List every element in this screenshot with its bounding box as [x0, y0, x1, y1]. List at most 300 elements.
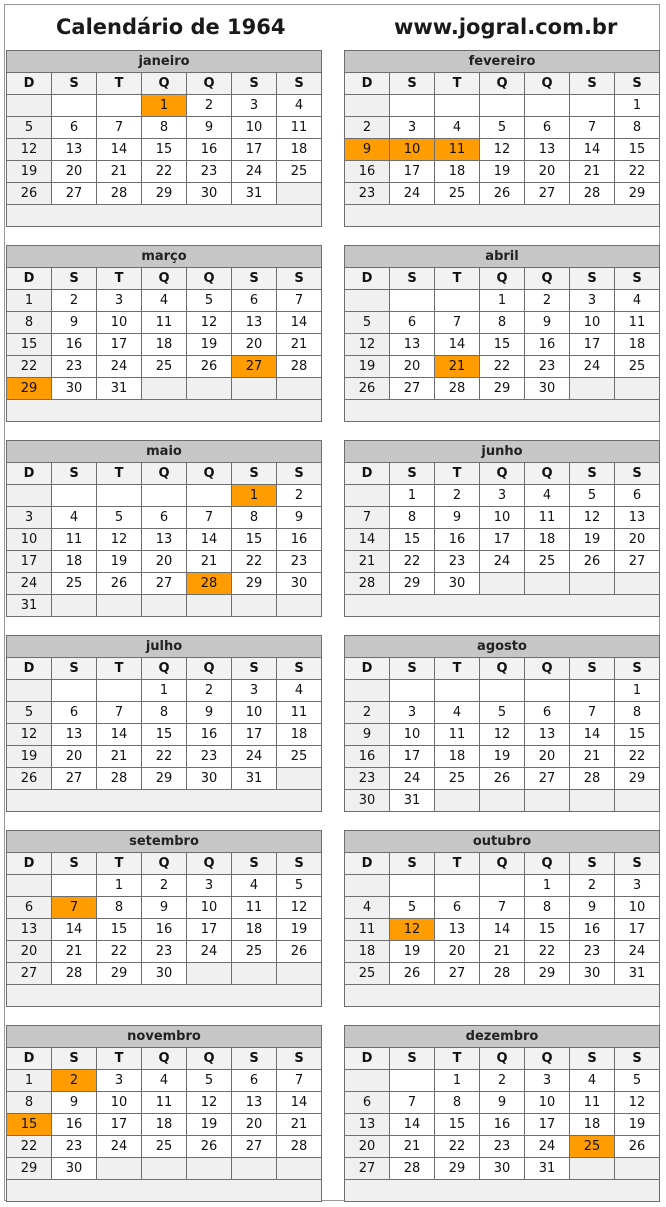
weekday-header: Q [480, 268, 525, 290]
day-cell: 11 [615, 312, 660, 334]
month-name: novembro [7, 1026, 322, 1048]
weekday-header: Q [142, 463, 187, 485]
day-cell: 22 [142, 161, 187, 183]
weekday-header: S [52, 1048, 97, 1070]
empty-cell [277, 963, 322, 985]
month-julho [6, 635, 322, 812]
month-name: dezembro [345, 1026, 660, 1048]
day-cell: 12 [615, 1092, 660, 1114]
day-cell: 2 [345, 702, 390, 724]
day-cell: 25 [277, 746, 322, 768]
day-cell: 29 [232, 573, 277, 595]
month-setembro [6, 830, 322, 1007]
day-cell: 25 [435, 768, 480, 790]
empty-cell [277, 378, 322, 400]
empty-cell [390, 95, 435, 117]
day-cell: 22 [525, 941, 570, 963]
weekday-header: T [97, 73, 142, 95]
day-cell: 21 [52, 941, 97, 963]
empty-cell [345, 875, 390, 897]
weekday-header: D [7, 463, 52, 485]
day-cell: 30 [187, 768, 232, 790]
day-cell: 11 [570, 1092, 615, 1114]
day-cell: 3 [480, 485, 525, 507]
empty-cell [525, 95, 570, 117]
day-cell: 6 [142, 507, 187, 529]
empty-cell [187, 485, 232, 507]
day-cell: 19 [390, 941, 435, 963]
day-cell: 8 [142, 117, 187, 139]
day-cell: 10 [390, 724, 435, 746]
day-cell: 9 [570, 897, 615, 919]
day-cell: 30 [187, 183, 232, 205]
day-cell: 14 [187, 529, 232, 551]
weekday-header: Q [525, 658, 570, 680]
day-cell: 14 [570, 139, 615, 161]
weekday-header: S [52, 463, 97, 485]
day-cell: 28 [570, 768, 615, 790]
weekday-header: T [97, 1048, 142, 1070]
day-cell: 24 [525, 1136, 570, 1158]
day-cell: 5 [570, 485, 615, 507]
day-cell: 29 [390, 573, 435, 595]
day-cell: 14 [570, 724, 615, 746]
day-cell: 18 [52, 551, 97, 573]
day-cell: 17 [615, 919, 660, 941]
day-cell: 2 [52, 290, 97, 312]
day-cell: 15 [480, 334, 525, 356]
empty-cell [277, 1158, 322, 1180]
month-abril [344, 245, 660, 422]
day-cell: 17 [390, 746, 435, 768]
day-cell: 12 [570, 507, 615, 529]
day-cell: 20 [142, 551, 187, 573]
day-cell: 31 [390, 790, 435, 812]
day-cell: 18 [142, 1114, 187, 1136]
empty-cell [232, 1158, 277, 1180]
empty-cell [615, 573, 660, 595]
empty-cell [277, 768, 322, 790]
day-cell: 6 [345, 1092, 390, 1114]
day-cell: 16 [52, 1114, 97, 1136]
blank-row [345, 985, 660, 1007]
day-cell: 20 [52, 746, 97, 768]
day-cell: 17 [232, 724, 277, 746]
day-cell: 13 [615, 507, 660, 529]
empty-cell [525, 680, 570, 702]
day-cell: 23 [187, 161, 232, 183]
day-cell: 2 [435, 485, 480, 507]
day-cell: 5 [390, 897, 435, 919]
day-cell: 5 [187, 290, 232, 312]
day-cell: 13 [435, 919, 480, 941]
day-cell: 6 [390, 312, 435, 334]
day-cell: 8 [7, 1092, 52, 1114]
day-cell: 17 [7, 551, 52, 573]
month-fevereiro [344, 50, 660, 227]
day-cell: 14 [52, 919, 97, 941]
day-cell: 18 [232, 919, 277, 941]
day-cell: 1 [615, 680, 660, 702]
weekday-header: T [97, 268, 142, 290]
day-cell: 20 [390, 356, 435, 378]
day-cell: 31 [232, 183, 277, 205]
day-cell: 2 [277, 485, 322, 507]
empty-cell [435, 290, 480, 312]
day-cell: 15 [97, 919, 142, 941]
month-name: maio [7, 441, 322, 463]
day-cell: 25 [232, 941, 277, 963]
day-cell: 6 [435, 897, 480, 919]
empty-cell [480, 95, 525, 117]
empty-cell [7, 95, 52, 117]
day-cell: 13 [525, 724, 570, 746]
day-cell: 25 [52, 573, 97, 595]
empty-cell [97, 1158, 142, 1180]
holiday-day-cell: 27 [232, 356, 277, 378]
month-name: outubro [345, 831, 660, 853]
empty-cell [97, 485, 142, 507]
day-cell: 24 [570, 356, 615, 378]
day-cell: 25 [345, 963, 390, 985]
month-janeiro [6, 50, 322, 227]
day-cell: 26 [97, 573, 142, 595]
day-cell: 29 [615, 768, 660, 790]
day-cell: 15 [615, 724, 660, 746]
blank-row [345, 205, 660, 227]
weekday-header: Q [142, 268, 187, 290]
day-cell: 24 [97, 1136, 142, 1158]
day-cell: 23 [345, 768, 390, 790]
weekday-header: S [390, 73, 435, 95]
day-cell: 11 [277, 702, 322, 724]
day-cell: 29 [480, 378, 525, 400]
holiday-day-cell: 21 [435, 356, 480, 378]
day-cell: 27 [7, 963, 52, 985]
day-cell: 24 [615, 941, 660, 963]
day-cell: 19 [480, 746, 525, 768]
day-cell: 5 [7, 702, 52, 724]
day-cell: 18 [525, 529, 570, 551]
day-cell: 24 [7, 573, 52, 595]
day-cell: 18 [570, 1114, 615, 1136]
day-cell: 12 [7, 139, 52, 161]
day-cell: 26 [390, 963, 435, 985]
day-cell: 13 [142, 529, 187, 551]
day-cell: 10 [232, 117, 277, 139]
day-cell: 29 [97, 963, 142, 985]
day-cell: 2 [345, 117, 390, 139]
day-cell: 20 [435, 941, 480, 963]
day-cell: 15 [7, 334, 52, 356]
day-cell: 14 [97, 724, 142, 746]
day-cell: 14 [277, 312, 322, 334]
day-cell: 25 [142, 356, 187, 378]
day-cell: 10 [7, 529, 52, 551]
day-cell: 29 [525, 963, 570, 985]
day-cell: 20 [345, 1136, 390, 1158]
page-title: Calendário de 1964 [56, 15, 286, 39]
weekday-header: Q [480, 853, 525, 875]
weekday-header: S [390, 853, 435, 875]
weekday-header: S [232, 73, 277, 95]
day-cell: 2 [142, 875, 187, 897]
day-cell: 19 [480, 161, 525, 183]
day-cell: 12 [277, 897, 322, 919]
holiday-day-cell: 29 [7, 378, 52, 400]
day-cell: 7 [390, 1092, 435, 1114]
day-cell: 29 [142, 183, 187, 205]
day-cell: 1 [97, 875, 142, 897]
weekday-header: T [435, 268, 480, 290]
day-cell: 8 [525, 897, 570, 919]
weekday-header: D [7, 268, 52, 290]
day-cell: 13 [525, 139, 570, 161]
day-cell: 10 [232, 702, 277, 724]
day-cell: 16 [570, 919, 615, 941]
blank-row [345, 1180, 660, 1202]
empty-cell [345, 290, 390, 312]
day-cell: 21 [345, 551, 390, 573]
weekday-header: S [615, 268, 660, 290]
day-cell: 5 [615, 1070, 660, 1092]
weekday-header: Q [187, 1048, 232, 1070]
day-cell: 27 [142, 573, 187, 595]
day-cell: 30 [570, 963, 615, 985]
day-cell: 15 [142, 724, 187, 746]
day-cell: 13 [232, 312, 277, 334]
day-cell: 8 [435, 1092, 480, 1114]
empty-cell [390, 680, 435, 702]
day-cell: 1 [435, 1070, 480, 1092]
empty-cell [52, 485, 97, 507]
day-cell: 30 [480, 1158, 525, 1180]
empty-cell [480, 875, 525, 897]
day-cell: 7 [97, 117, 142, 139]
day-cell: 12 [97, 529, 142, 551]
day-cell: 10 [97, 312, 142, 334]
day-cell: 9 [187, 702, 232, 724]
day-cell: 4 [277, 680, 322, 702]
day-cell: 30 [52, 378, 97, 400]
day-cell: 25 [142, 1136, 187, 1158]
empty-cell [570, 573, 615, 595]
day-cell: 16 [52, 334, 97, 356]
day-cell: 2 [187, 95, 232, 117]
weekday-header: S [570, 73, 615, 95]
weekday-header: S [615, 658, 660, 680]
day-cell: 10 [97, 1092, 142, 1114]
month-name: abril [345, 246, 660, 268]
empty-cell [187, 595, 232, 617]
weekday-header: Q [187, 268, 232, 290]
empty-cell [570, 95, 615, 117]
day-cell: 26 [480, 183, 525, 205]
day-cell: 3 [7, 507, 52, 529]
day-cell: 21 [390, 1136, 435, 1158]
day-cell: 1 [525, 875, 570, 897]
day-cell: 4 [435, 702, 480, 724]
weekday-header: S [615, 853, 660, 875]
day-cell: 4 [52, 507, 97, 529]
day-cell: 6 [232, 1070, 277, 1092]
day-cell: 1 [615, 95, 660, 117]
day-cell: 28 [97, 768, 142, 790]
day-cell: 2 [187, 680, 232, 702]
month-junho [344, 440, 660, 617]
weekday-header: Q [142, 658, 187, 680]
empty-cell [7, 485, 52, 507]
empty-cell [615, 1158, 660, 1180]
weekday-header: D [7, 658, 52, 680]
empty-cell [345, 95, 390, 117]
weekday-header: D [7, 853, 52, 875]
day-cell: 24 [390, 768, 435, 790]
weekday-header: T [97, 463, 142, 485]
blank-row [7, 1180, 322, 1202]
holiday-day-cell: 25 [570, 1136, 615, 1158]
day-cell: 2 [525, 290, 570, 312]
weekday-header: S [570, 463, 615, 485]
empty-cell [345, 1070, 390, 1092]
day-cell: 3 [232, 95, 277, 117]
day-cell: 8 [142, 702, 187, 724]
holiday-day-cell: 7 [52, 897, 97, 919]
empty-cell [97, 680, 142, 702]
weekday-header: S [615, 1048, 660, 1070]
day-cell: 20 [52, 161, 97, 183]
day-cell: 18 [435, 746, 480, 768]
day-cell: 17 [390, 161, 435, 183]
day-cell: 8 [97, 897, 142, 919]
weekday-header: T [435, 73, 480, 95]
holiday-day-cell: 10 [390, 139, 435, 161]
empty-cell [390, 875, 435, 897]
day-cell: 7 [187, 507, 232, 529]
day-cell: 6 [52, 117, 97, 139]
day-cell: 20 [232, 1114, 277, 1136]
weekday-header: S [570, 268, 615, 290]
empty-cell [570, 790, 615, 812]
empty-cell [7, 875, 52, 897]
day-cell: 9 [480, 1092, 525, 1114]
day-cell: 3 [615, 875, 660, 897]
day-cell: 18 [435, 161, 480, 183]
empty-cell [232, 963, 277, 985]
weekday-header: S [277, 658, 322, 680]
holiday-day-cell: 28 [187, 573, 232, 595]
empty-cell [525, 790, 570, 812]
day-cell: 5 [345, 312, 390, 334]
day-cell: 9 [142, 897, 187, 919]
empty-cell [390, 1070, 435, 1092]
day-cell: 30 [345, 790, 390, 812]
day-cell: 7 [345, 507, 390, 529]
day-cell: 5 [480, 702, 525, 724]
holiday-day-cell: 15 [7, 1114, 52, 1136]
day-cell: 7 [277, 290, 322, 312]
day-cell: 28 [480, 963, 525, 985]
day-cell: 23 [187, 746, 232, 768]
weekday-header: Q [525, 853, 570, 875]
day-cell: 14 [480, 919, 525, 941]
weekday-header: S [570, 1048, 615, 1070]
day-cell: 30 [142, 963, 187, 985]
day-cell: 12 [480, 139, 525, 161]
day-cell: 28 [277, 356, 322, 378]
empty-cell [187, 963, 232, 985]
day-cell: 26 [7, 183, 52, 205]
day-cell: 3 [97, 290, 142, 312]
day-cell: 27 [615, 551, 660, 573]
day-cell: 8 [615, 117, 660, 139]
day-cell: 25 [435, 183, 480, 205]
day-cell: 19 [7, 746, 52, 768]
holiday-day-cell: 2 [52, 1070, 97, 1092]
day-cell: 7 [97, 702, 142, 724]
month-dezembro [344, 1025, 660, 1202]
day-cell: 1 [390, 485, 435, 507]
day-cell: 17 [480, 529, 525, 551]
day-cell: 17 [187, 919, 232, 941]
weekday-header: S [52, 73, 97, 95]
empty-cell [570, 1158, 615, 1180]
weekday-header: Q [525, 73, 570, 95]
day-cell: 13 [52, 139, 97, 161]
day-cell: 3 [97, 1070, 142, 1092]
empty-cell [435, 95, 480, 117]
weekday-header: S [277, 1048, 322, 1070]
day-cell: 6 [7, 897, 52, 919]
day-cell: 27 [525, 183, 570, 205]
day-cell: 24 [187, 941, 232, 963]
empty-cell [97, 95, 142, 117]
day-cell: 8 [7, 312, 52, 334]
day-cell: 1 [480, 290, 525, 312]
day-cell: 18 [277, 724, 322, 746]
day-cell: 22 [615, 161, 660, 183]
month-name: janeiro [7, 51, 322, 73]
weekday-header: D [345, 73, 390, 95]
empty-cell [390, 290, 435, 312]
day-cell: 13 [7, 919, 52, 941]
day-cell: 23 [480, 1136, 525, 1158]
weekday-header: D [345, 463, 390, 485]
month-name: junho [345, 441, 660, 463]
day-cell: 29 [7, 1158, 52, 1180]
day-cell: 28 [435, 378, 480, 400]
weekday-header: S [570, 853, 615, 875]
day-cell: 11 [52, 529, 97, 551]
empty-cell [570, 680, 615, 702]
empty-cell [142, 595, 187, 617]
day-cell: 28 [345, 573, 390, 595]
day-cell: 19 [187, 334, 232, 356]
day-cell: 19 [97, 551, 142, 573]
day-cell: 5 [97, 507, 142, 529]
empty-cell [480, 790, 525, 812]
weekday-header: Q [525, 463, 570, 485]
day-cell: 26 [7, 768, 52, 790]
day-cell: 12 [345, 334, 390, 356]
day-cell: 9 [187, 117, 232, 139]
day-cell: 11 [345, 919, 390, 941]
day-cell: 7 [435, 312, 480, 334]
day-cell: 20 [525, 161, 570, 183]
weekday-header: Q [142, 73, 187, 95]
day-cell: 26 [570, 551, 615, 573]
day-cell: 20 [232, 334, 277, 356]
